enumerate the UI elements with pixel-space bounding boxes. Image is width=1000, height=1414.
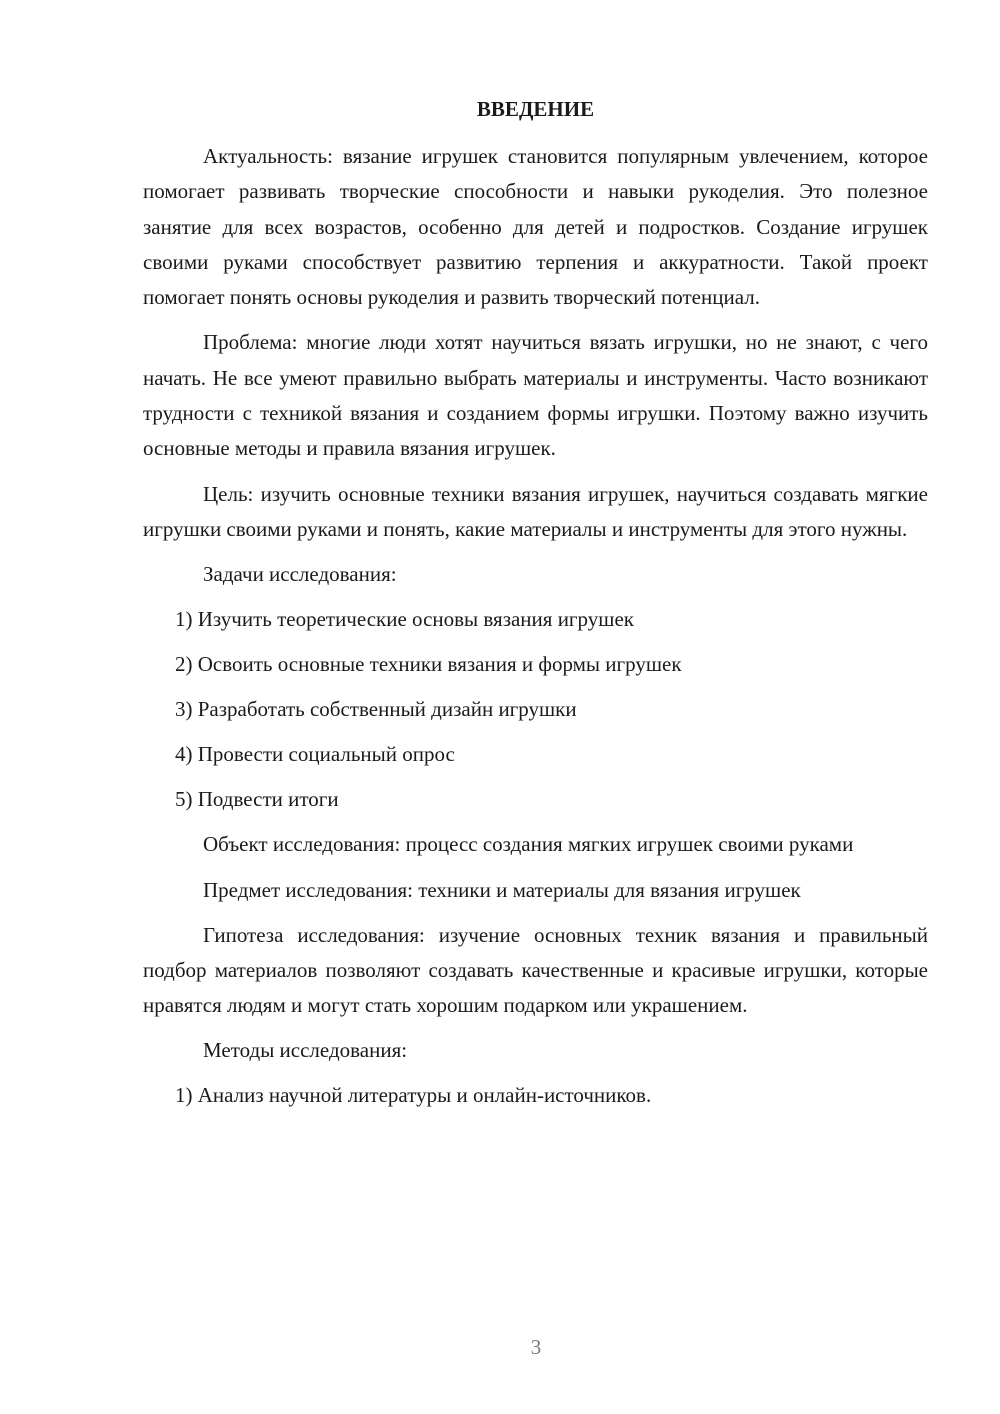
object-paragraph: Объект исследования: процесс создания мягких игрушек своими руками <box>203 832 854 857</box>
goal-paragraph: Цель: изучить основные техники вязания игрушек, научиться создавать мягкие игрушки своими руками и понять, какие материалы и инструменты для этого нужны. <box>143 481 928 541</box>
subject-paragraph: Предмет исследования: техники и материалы для вязания игрушек <box>203 877 801 902</box>
task-item: 1) Изучить теоретические основы вязания игрушек <box>175 607 634 632</box>
page-number: 3 <box>530 1335 542 1359</box>
methods-title: Методы исследования: <box>203 1038 408 1063</box>
document-page <box>143 92 928 1123</box>
task-item: 3) Разработать собственный дизайн игрушки <box>175 697 577 722</box>
hypothesis-paragraph: Гипотеза исследования: изучение основных техник вязания и правильный подбор материалов позволяют создавать качественные и красивые игрушки, которые нравятся людям и могут стать хорошим подарком или украшением. <box>143 922 928 1018</box>
section-heading: ВВЕДЕНИЕ <box>476 97 595 121</box>
task-item: 4) Провести социальный опрос <box>175 742 455 767</box>
tasks-title: Задачи исследования: <box>203 562 397 587</box>
method-item: 1) Анализ научной литературы и онлайн-источников. <box>175 1083 652 1108</box>
problem-paragraph: Проблема: многие люди хотят научиться вязать игрушки, но не знают, с чего начать. Не все умеют правильно выбрать материалы и инструменты. Часто возникают трудности с техникой вязания и созданием формы игрушки. Поэтому важно изучить основные методы и правила вязания игрушек. <box>143 330 928 461</box>
relevance-paragraph: Актуальность: вязание игрушек становится популярным увлечением, которое помогает развивать творческие способности и навыки рукоделия. Это полезное занятие для всех возрастов, особенно для детей и подростков. Создание игрушек своими руками способствует развитию терпения и аккуратности. Такой проект помогает понять основы рукоделия и развить творческий потенциал. <box>143 144 928 310</box>
task-item: 2) Освоить основные техники вязания и формы игрушек <box>175 652 682 677</box>
task-item: 5) Подвести итоги <box>175 787 339 812</box>
